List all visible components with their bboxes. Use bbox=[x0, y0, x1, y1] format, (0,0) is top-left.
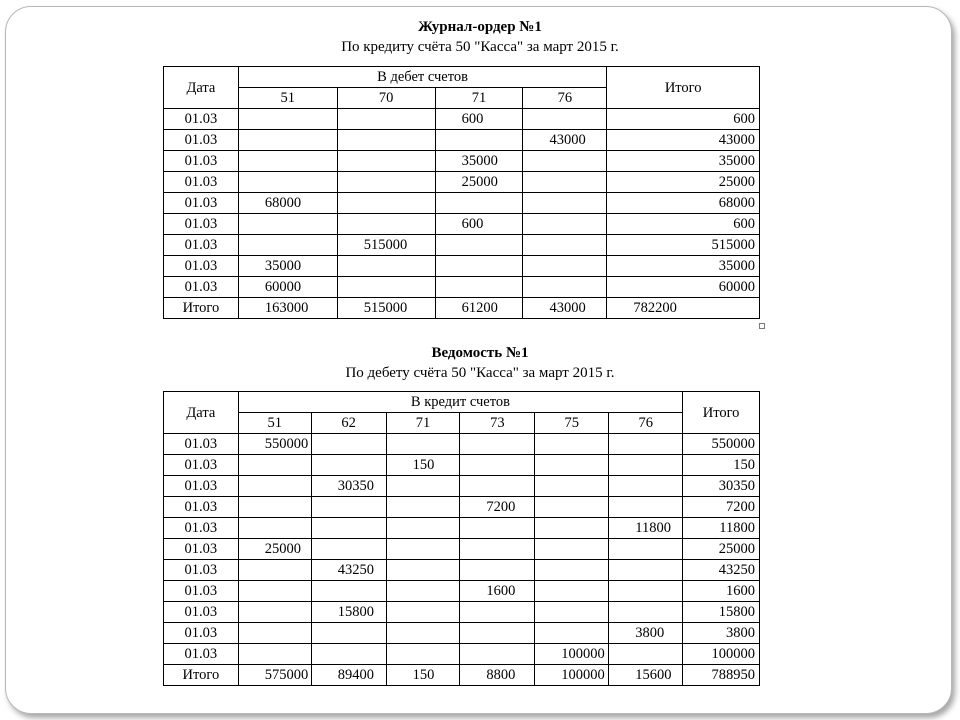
amount-cell bbox=[311, 623, 386, 644]
table-row bbox=[164, 518, 760, 539]
date-cell: 01.03 bbox=[164, 560, 239, 581]
date-cell: 01.03 bbox=[164, 256, 239, 277]
table-row bbox=[164, 151, 760, 172]
amount-cell bbox=[435, 193, 523, 214]
row-total-cell: 550000 bbox=[683, 434, 760, 455]
amount-cell: 7200 bbox=[460, 497, 535, 518]
table-row bbox=[164, 497, 760, 518]
amount-cell bbox=[535, 518, 609, 539]
date-cell: 01.03 bbox=[164, 109, 239, 130]
amount-cell bbox=[460, 539, 535, 560]
table-row bbox=[164, 434, 760, 455]
date-cell: 01.03 bbox=[164, 644, 239, 665]
grand-total-cell: 782200 bbox=[607, 298, 760, 319]
amount-cell bbox=[460, 560, 535, 581]
date-cell: 01.03 bbox=[164, 581, 239, 602]
amount-cell bbox=[535, 434, 609, 455]
date-cell: 01.03 bbox=[164, 193, 239, 214]
row-total-cell: 515000 bbox=[607, 235, 760, 256]
amount-cell bbox=[238, 151, 337, 172]
table-row bbox=[164, 214, 760, 235]
table-row bbox=[164, 172, 760, 193]
journal-subtitle: По кредиту счёта 50 "Касса" за март 2015 г. bbox=[341, 39, 619, 55]
row-total-cell: 1600 bbox=[683, 581, 760, 602]
header-debit-accounts: В дебет счетов bbox=[238, 67, 607, 88]
amount-cell bbox=[386, 434, 460, 455]
amount-cell: 35000 bbox=[435, 151, 523, 172]
amount-cell bbox=[386, 560, 460, 581]
row-total-cell: 3800 bbox=[683, 623, 760, 644]
totals-row bbox=[164, 298, 760, 319]
row-total-cell: 35000 bbox=[607, 151, 760, 172]
amount-cell bbox=[337, 277, 435, 298]
amount-cell: 25000 bbox=[435, 172, 523, 193]
table-row bbox=[164, 130, 760, 151]
header-date: Дата bbox=[164, 392, 239, 434]
amount-cell bbox=[238, 455, 311, 476]
amount-cell: 600 bbox=[435, 214, 523, 235]
table-row bbox=[164, 560, 760, 581]
amount-cell bbox=[609, 560, 683, 581]
amount-cell bbox=[311, 644, 386, 665]
row-total-cell: 600 bbox=[607, 109, 760, 130]
amount-cell bbox=[460, 518, 535, 539]
amount-cell bbox=[535, 497, 609, 518]
date-cell: 01.03 bbox=[164, 130, 239, 151]
ledger-table bbox=[163, 391, 760, 686]
amount-cell bbox=[535, 581, 609, 602]
amount-cell bbox=[435, 277, 523, 298]
account-header: 75 bbox=[535, 413, 609, 434]
amount-cell bbox=[535, 560, 609, 581]
amount-cell bbox=[238, 172, 337, 193]
amount-cell bbox=[337, 151, 435, 172]
amount-cell bbox=[311, 497, 386, 518]
row-total-cell: 60000 bbox=[607, 277, 760, 298]
account-header: 76 bbox=[609, 413, 683, 434]
table-row bbox=[164, 623, 760, 644]
amount-cell bbox=[238, 518, 311, 539]
amount-cell bbox=[386, 602, 460, 623]
amount-cell bbox=[460, 602, 535, 623]
amount-cell bbox=[523, 214, 607, 235]
amount-cell: 11800 bbox=[609, 518, 683, 539]
column-total-cell: 163000 bbox=[238, 298, 337, 319]
amount-cell bbox=[238, 497, 311, 518]
table-row bbox=[164, 193, 760, 214]
table-row bbox=[164, 109, 760, 130]
amount-cell bbox=[609, 581, 683, 602]
table-row bbox=[164, 476, 760, 497]
row-total-cell: 35000 bbox=[607, 256, 760, 277]
totals-label: Итого bbox=[164, 298, 239, 319]
row-total-cell: 43250 bbox=[683, 560, 760, 581]
amount-cell bbox=[460, 476, 535, 497]
row-total-cell: 150 bbox=[683, 455, 760, 476]
header-credit-accounts: В кредит счетов bbox=[238, 392, 682, 413]
row-total-cell: 25000 bbox=[683, 539, 760, 560]
table-row bbox=[164, 277, 760, 298]
date-cell: 01.03 bbox=[164, 434, 239, 455]
amount-cell: 1600 bbox=[460, 581, 535, 602]
column-total-cell: 150 bbox=[386, 665, 460, 686]
amount-cell bbox=[523, 109, 607, 130]
amount-cell: 550000 bbox=[238, 434, 311, 455]
amount-cell bbox=[238, 109, 337, 130]
column-total-cell: 100000 bbox=[535, 665, 609, 686]
column-total-cell: 8800 bbox=[460, 665, 535, 686]
amount-cell bbox=[435, 256, 523, 277]
row-total-cell: 15800 bbox=[683, 602, 760, 623]
amount-cell bbox=[238, 581, 311, 602]
amount-cell bbox=[609, 455, 683, 476]
amount-cell bbox=[337, 109, 435, 130]
amount-cell bbox=[238, 235, 337, 256]
amount-cell bbox=[523, 277, 607, 298]
amount-cell bbox=[311, 581, 386, 602]
amount-cell: 25000 bbox=[238, 539, 311, 560]
date-cell: 01.03 bbox=[164, 172, 239, 193]
amount-cell: 15800 bbox=[311, 602, 386, 623]
amount-cell bbox=[523, 151, 607, 172]
account-header: 51 bbox=[238, 88, 337, 109]
amount-cell bbox=[238, 130, 337, 151]
journal-table bbox=[163, 66, 760, 319]
row-total-cell: 600 bbox=[607, 214, 760, 235]
amount-cell bbox=[311, 455, 386, 476]
date-cell: 01.03 bbox=[164, 539, 239, 560]
account-header: 76 bbox=[523, 88, 607, 109]
amount-cell bbox=[386, 497, 460, 518]
amount-cell bbox=[460, 434, 535, 455]
amount-cell bbox=[523, 235, 607, 256]
row-total-cell: 30350 bbox=[683, 476, 760, 497]
amount-cell bbox=[609, 644, 683, 665]
amount-cell bbox=[337, 256, 435, 277]
column-total-cell: 15600 bbox=[609, 665, 683, 686]
account-header: 73 bbox=[460, 413, 535, 434]
amount-cell: 43000 bbox=[523, 130, 607, 151]
grand-total-cell: 788950 bbox=[683, 665, 760, 686]
row-total-cell: 68000 bbox=[607, 193, 760, 214]
amount-cell bbox=[386, 518, 460, 539]
date-cell: 01.03 bbox=[164, 623, 239, 644]
amount-cell bbox=[535, 602, 609, 623]
amount-cell bbox=[337, 193, 435, 214]
column-total-cell: 89400 bbox=[311, 665, 386, 686]
amount-cell: 68000 bbox=[238, 193, 337, 214]
table-row bbox=[164, 256, 760, 277]
amount-cell bbox=[535, 623, 609, 644]
account-header: 71 bbox=[386, 413, 460, 434]
totals-label: Итого bbox=[164, 665, 239, 686]
amount-cell bbox=[386, 623, 460, 644]
date-cell: 01.03 bbox=[164, 235, 239, 256]
amount-cell bbox=[337, 130, 435, 151]
header-date: Дата bbox=[164, 67, 239, 109]
amount-cell bbox=[386, 644, 460, 665]
column-total-cell: 515000 bbox=[337, 298, 435, 319]
amount-cell bbox=[435, 130, 523, 151]
account-header: 70 bbox=[337, 88, 435, 109]
row-total-cell: 100000 bbox=[683, 644, 760, 665]
amount-cell bbox=[535, 476, 609, 497]
journal-title: Журнал-ордер №1 bbox=[418, 19, 542, 35]
date-cell: 01.03 bbox=[164, 476, 239, 497]
amount-cell: 60000 bbox=[238, 277, 337, 298]
account-header: 71 bbox=[435, 88, 523, 109]
table-row bbox=[164, 644, 760, 665]
column-total-cell: 43000 bbox=[523, 298, 607, 319]
amount-cell: 100000 bbox=[535, 644, 609, 665]
date-cell: 01.03 bbox=[164, 497, 239, 518]
totals-row bbox=[164, 665, 760, 686]
date-cell: 01.03 bbox=[164, 602, 239, 623]
amount-cell: 515000 bbox=[337, 235, 435, 256]
amount-cell: 3800 bbox=[609, 623, 683, 644]
table-row bbox=[164, 235, 760, 256]
amount-cell bbox=[311, 518, 386, 539]
amount-cell bbox=[460, 623, 535, 644]
table-resize-handle[interactable] bbox=[759, 323, 765, 329]
date-cell: 01.03 bbox=[164, 518, 239, 539]
table-row bbox=[164, 455, 760, 476]
amount-cell: 30350 bbox=[311, 476, 386, 497]
amount-cell bbox=[609, 497, 683, 518]
column-total-cell: 61200 bbox=[435, 298, 523, 319]
amount-cell bbox=[238, 214, 337, 235]
amount-cell bbox=[435, 235, 523, 256]
table-row bbox=[164, 581, 760, 602]
date-cell: 01.03 bbox=[164, 214, 239, 235]
amount-cell bbox=[523, 193, 607, 214]
date-cell: 01.03 bbox=[164, 277, 239, 298]
amount-cell bbox=[238, 476, 311, 497]
amount-cell: 35000 bbox=[238, 256, 337, 277]
amount-cell bbox=[238, 602, 311, 623]
amount-cell bbox=[311, 539, 386, 560]
amount-cell: 150 bbox=[386, 455, 460, 476]
amount-cell bbox=[337, 172, 435, 193]
amount-cell bbox=[386, 581, 460, 602]
amount-cell bbox=[238, 644, 311, 665]
amount-cell bbox=[523, 256, 607, 277]
header-total: Итого bbox=[683, 392, 760, 434]
row-total-cell: 43000 bbox=[607, 130, 760, 151]
amount-cell bbox=[523, 172, 607, 193]
amount-cell bbox=[460, 455, 535, 476]
amount-cell: 43250 bbox=[311, 560, 386, 581]
amount-cell bbox=[460, 644, 535, 665]
amount-cell bbox=[609, 539, 683, 560]
amount-cell bbox=[609, 476, 683, 497]
table-row bbox=[164, 602, 760, 623]
amount-cell bbox=[535, 539, 609, 560]
amount-cell bbox=[386, 476, 460, 497]
date-cell: 01.03 bbox=[164, 455, 239, 476]
column-total-cell: 575000 bbox=[238, 665, 311, 686]
row-total-cell: 7200 bbox=[683, 497, 760, 518]
ledger-title: Ведомость №1 bbox=[431, 345, 529, 361]
amount-cell bbox=[238, 560, 311, 581]
amount-cell bbox=[609, 434, 683, 455]
amount-cell bbox=[238, 623, 311, 644]
row-total-cell: 11800 bbox=[683, 518, 760, 539]
header-total: Итого bbox=[607, 67, 760, 109]
amount-cell bbox=[535, 455, 609, 476]
amount-cell bbox=[311, 434, 386, 455]
amount-cell bbox=[337, 214, 435, 235]
amount-cell bbox=[386, 539, 460, 560]
account-header: 51 bbox=[238, 413, 311, 434]
table-row bbox=[164, 539, 760, 560]
ledger-subtitle: По дебету счёта 50 "Касса" за март 2015 г. bbox=[345, 365, 615, 381]
row-total-cell: 25000 bbox=[607, 172, 760, 193]
amount-cell bbox=[609, 602, 683, 623]
account-header: 62 bbox=[311, 413, 386, 434]
date-cell: 01.03 bbox=[164, 151, 239, 172]
amount-cell: 600 bbox=[435, 109, 523, 130]
